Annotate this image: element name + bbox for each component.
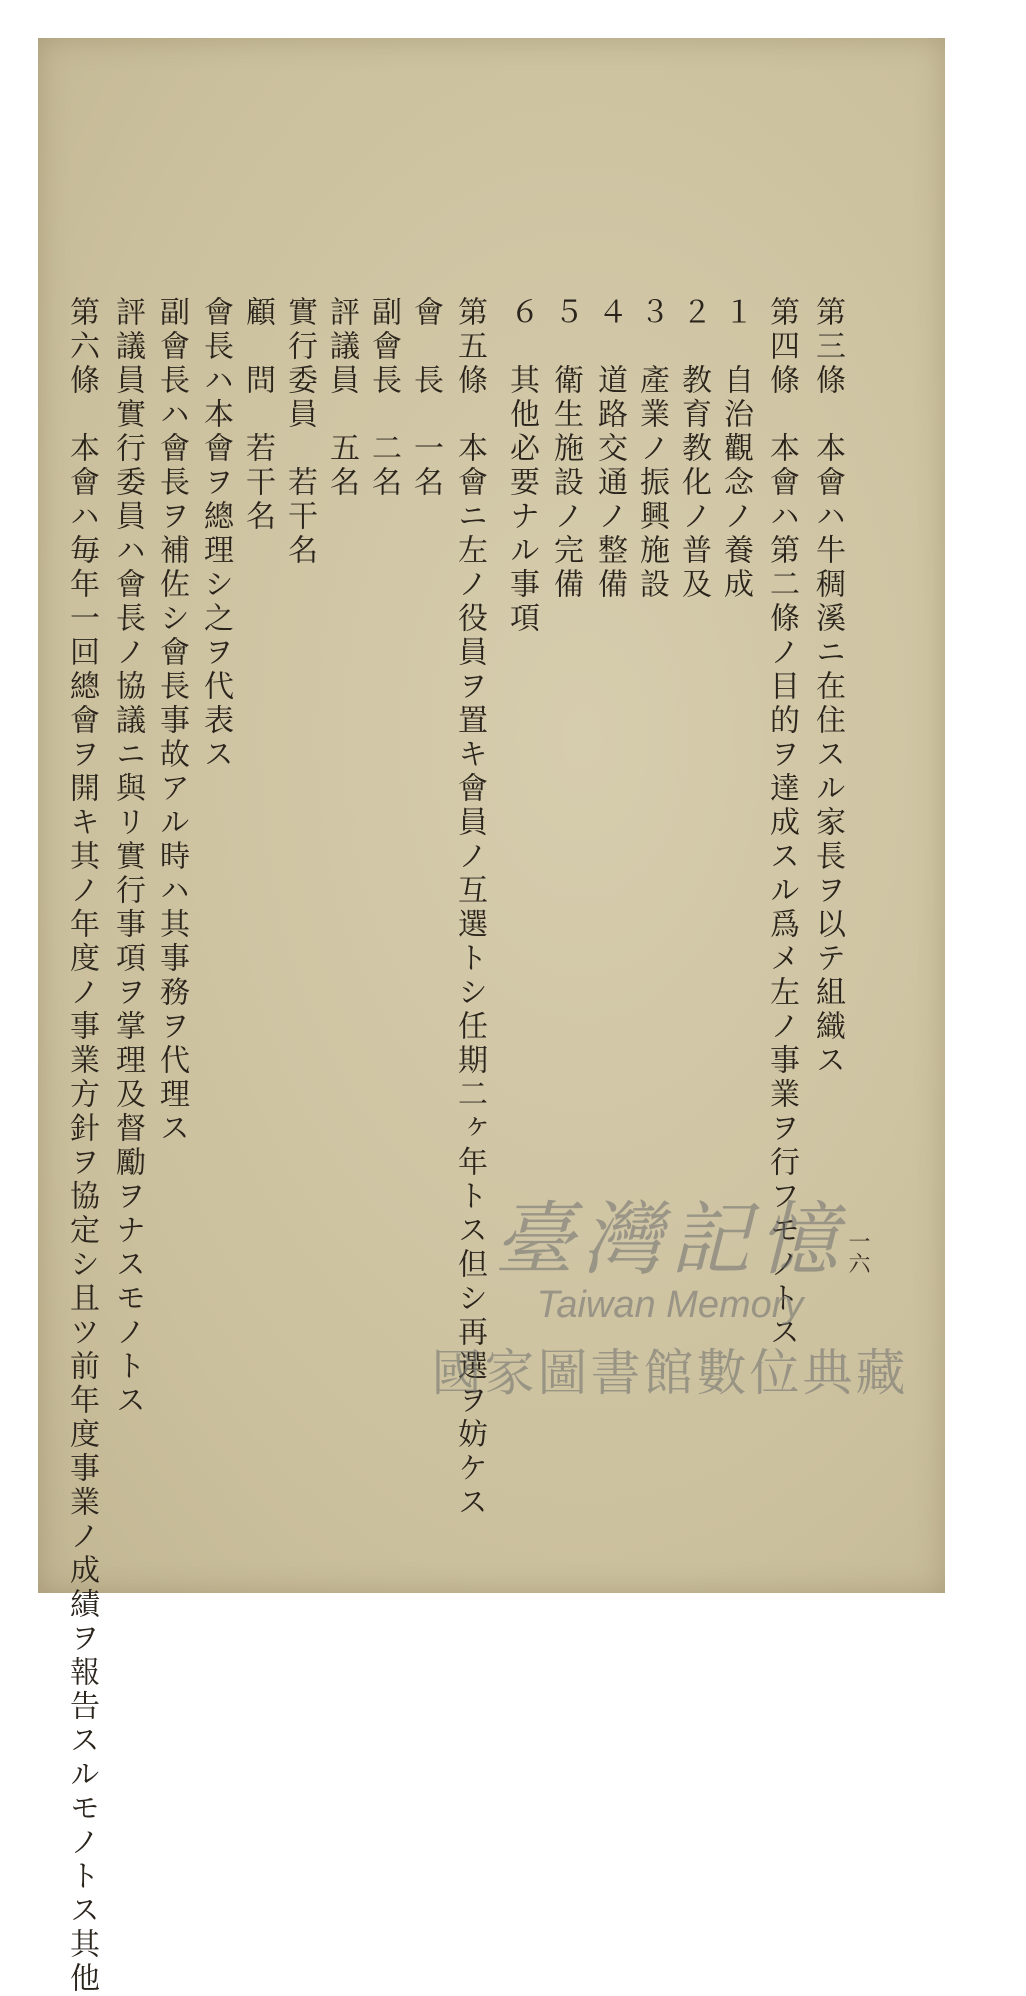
duty-president: 會長ハ本會ヲ總理シ之ヲ代表ス [198,296,233,772]
watermark [420,1175,920,1435]
list-item-6: ６ 其他必要ナル事項 [504,296,539,636]
watermark-english: Taiwan Memory [536,1284,804,1326]
article-5: 第五條 本會ニ左ノ役員ヲ置キ會員ノ互選トシ任期二ヶ年トス但シ再選ヲ妨ケス [452,296,487,1520]
officer-advisors: 顧 問 若干名 [240,296,275,534]
watermark-chinese: 國家圖書館數位典藏 [431,1344,909,1402]
list-item-4: ４ 道路交通ノ整備 [592,296,627,602]
duty-councillors: 評議員實行委員ハ會長ノ協議ニ與リ實行事項ヲ掌理及督勵ヲナスモノトス [110,296,145,1418]
officer-councillors: 評議員 五名 [324,296,359,500]
list-item-5: ５ 衛生施設ノ完備 [548,296,583,602]
page-number: 一六 [845,1230,870,1274]
officer-executive-committee: 實行委員 若干名 [282,296,317,568]
duty-vice-president: 副會長ハ會長ヲ補佐シ會長事故アル時ハ其事務ヲ代理ス [154,296,189,1146]
officer-vice-president: 副會長 二名 [366,296,401,500]
list-item-3: ３ 產業ノ振興施設 [634,296,669,602]
officer-president: 會 長 一名 [408,296,443,500]
article-3: 第三條 本會ハ牛稠溪ニ在住スル家長ヲ以テ組織ス [810,296,845,1078]
article-4: 第四條 本會ハ第二條ノ目的ヲ達成スル爲メ左ノ事業ヲ行フモノトス [764,296,799,1350]
list-item-2: ２ 教育教化ノ普及 [676,296,711,602]
watermark-logo: 臺灣記憶 [494,1193,846,1286]
list-item-1: １ 自治觀念ノ養成 [718,296,753,602]
article-6: 第六條 本會ハ毎年一回總會ヲ開キ其ノ年度ノ事業方針ヲ協定シ且ツ前年度事業ノ成績ヲ報告スルモノトス其他 [64,296,99,1996]
